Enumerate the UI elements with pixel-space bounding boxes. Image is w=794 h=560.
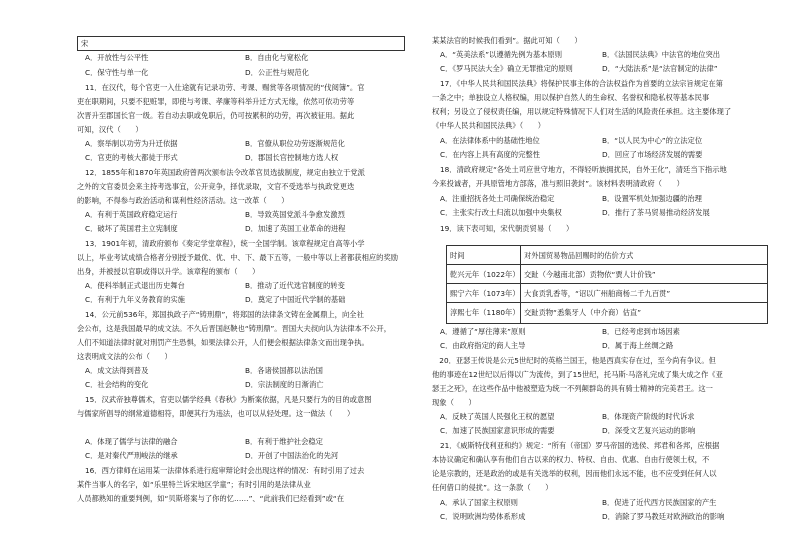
option-c: C．官吏的考核大都徒于形式 — [85, 153, 178, 162]
question-11-line: 次晋升至郡国长官一级。若自动去职或免职后，仍可按累积的功劳，再次被征用。据此 — [77, 111, 355, 120]
question-21-line: 本协议确定和确认享有他们自古以来的权力、特权、自由、优惠、自由行使领土权，不 — [432, 455, 710, 464]
question-17-line: 一条之中；单独设立人格权编，用以保护自然人的生命权、名誉权和隐私权等基本民事 — [432, 93, 710, 102]
question-16-continued: 某某法官的时候我们看到”。据此可知（ ） — [432, 36, 582, 45]
question-16-line: 人员都熟知的重要判例，如“贝斯塔案与了你的忆……”、“此前我们已经看到”或“在 — [77, 494, 344, 503]
question-20-line: 瑟王之死》，在这些作品中他被塑造为统一不列颠群岛的具有骑士精神的完美君王。这一 — [432, 384, 713, 393]
option-b: B．推动了近代选官制度的转变 — [245, 281, 345, 290]
question-13-line: 以上，毕业考试成绩合格者分别授予最优、优、中、下、最下五等，一般中等以上者都获相应的奖励 — [77, 253, 399, 262]
option-c: C．《罗马民法大全》确立无罪推定的原则 — [440, 64, 573, 73]
option-c: C．破坏了英国君主立宪制度 — [85, 224, 178, 233]
option-c: C．由政府指定的商人主导 — [440, 341, 526, 350]
question-18-line: 18．清政府规定“各处土司应世守地方，不得轻听族拥扰民，自外王化”，清廷当下指示地 — [440, 165, 727, 174]
option-c: C．保守性与单一化 — [85, 68, 149, 77]
right-column — [432, 0, 782, 560]
option-a: A．开放性与公平性 — [85, 53, 149, 62]
question-14-line: 这表明成文法的公布（ ） — [77, 352, 172, 361]
question-15-line: 15．汉武帝独尊儒术，官吏以儒学经典《春秋》为断案依据，凡是只要行为的目的或意图 — [85, 395, 372, 404]
top-table-fragment — [77, 36, 405, 51]
option-d: D．回应了市场经济发展的需要 — [602, 150, 703, 159]
question-20-line: 20．亚瑟王传说是公元5世纪时的英格兰国王，他是西真实存在过，至今尚有争议。但 — [432, 356, 716, 365]
table-cell: 熙宁六年（1073年） — [450, 289, 520, 298]
option-c: C．说明欧洲均势体系形成 — [440, 512, 526, 521]
question-19-line: 19．读下表可知，宋代朝贡贸易（ ） — [440, 224, 574, 233]
option-a: A．承认了国家主权原则 — [440, 498, 518, 507]
option-b: B．自由化与宽松化 — [245, 53, 309, 62]
table-divider — [446, 264, 767, 265]
question-14-line: 人们不知道法律时就对刑罚产生恐惧，如果法律公开，人们便会根据法律条文而出现争执。 — [77, 338, 369, 347]
option-a: A．察举制以功劳为升迁依据 — [85, 139, 178, 148]
option-c: C．社会结构的变化 — [85, 380, 149, 389]
option-a: A．使科举制正式退出历史舞台 — [85, 281, 185, 290]
option-a: A．“英美法系”以遵循先例为基本原则 — [440, 50, 563, 59]
option-d: D．属于海上丝绸之路 — [602, 341, 674, 350]
option-d: D．公正性与规范化 — [245, 68, 309, 77]
question-11-line: 吏在职期间，只要不犯赃罪，即使与考课、孝廉等科举升迁方式无缘，依然可依功劳等 — [77, 97, 355, 106]
question-20-line: 现象（ ） — [432, 398, 476, 407]
question-17-line: 权利；另设立了侵权责任编，用以规定特殊情况下人们对生活的风险责任承担。这主要体现了 — [432, 107, 732, 116]
question-13-line: 13．1901年初，清政府颁布《奏定学堂章程》，统一全国学制。该章程规定自高等小学 — [85, 239, 365, 248]
question-12-line: 12．1855年和1870年英国政府曾两次颁布法令改革官员选拔制度，规定由独立于党派 — [85, 168, 365, 177]
option-b: B．设置军机处加强边疆的治理 — [602, 194, 702, 203]
question-21-line: 论是宗教的，还是政治的或是有关选举的权利，因而他们永远不能，也不应受到任何人以 — [432, 469, 717, 478]
option-d: D．宗法制度的日渐消亡 — [245, 380, 324, 389]
question-15-line: 与儒家所倡导的纲常道德相符，即便其行为违法，也可以从轻处理。这一做法（ ） — [77, 409, 355, 418]
option-b: B．体现资产阶级的时代诉求 — [602, 412, 695, 421]
question-18-line: 今来投诚者，开具原管地方部落，准与照旧袭封”。该材料表明清政府（ ） — [432, 179, 684, 188]
table-header-method: 对外国贸易物品回赐时的估价方式 — [524, 251, 634, 260]
table-divider — [446, 302, 767, 303]
option-a: A．体现了儒学与法律的融合 — [85, 437, 178, 446]
question-14-line: 会公布，这是我国最早的成文法。不久后晋国赵鞅也“铸刑鼎”。晋国大夫叔向认为法律本不公开， — [77, 324, 392, 333]
option-b: B．官僚从职位功劳逐渐规范化 — [245, 139, 345, 148]
question-16-line: 某件当事人的名字，如“乐里特兰诉宋地区学童”；有时引用的是法律从业 — [77, 480, 311, 489]
question-12-line: 的影响，不得参与政治活动和谋利性经济活动。这一改革（ ） — [77, 196, 289, 205]
table-cell: 交趾（今越南北部）贡物依“贾人计价钱” — [524, 270, 656, 279]
option-c: C．是对秦代严刑峻法的继承 — [85, 451, 178, 460]
question-16-line: 16．西方律师在运用某一法律体系进行庭审辩论时会出现这样的情况：有时引用了过去 — [85, 466, 365, 475]
option-a: A．遵循了“厚往薄来”原则 — [440, 327, 526, 336]
table-cell: 淳熙七年（1180年） — [450, 308, 520, 317]
option-b: B．《法国民法典》中法官的地位突出 — [602, 50, 721, 59]
table-cell: 乾兴元年（1022年） — [450, 270, 520, 279]
option-a: A．反映了英国人民强化王权的愿望 — [440, 412, 555, 421]
option-d: D．“大陆法系”是“法官制定的法律” — [602, 64, 718, 73]
question-11-line: 11．在汉代，每个官吏一入仕途就有记录功劳、考课、赐赏等各项情况的“伐阅簿”。官 — [85, 83, 365, 92]
question-14-line: 14．公元前536年，郑国执政子产“铸刑鼎”，将郑国的法律条文铸在金属鼎上，向全社 — [85, 310, 364, 319]
option-d: D．奠定了中国近代学制的基础 — [245, 295, 346, 304]
option-c: C．加速了民族国家意识形成的需要 — [440, 426, 555, 435]
table-divider — [520, 245, 521, 323]
option-c: C．主张实行改土归流以加强中央集权 — [440, 208, 562, 217]
option-d: D．加速了英国工业革命的进程 — [245, 224, 346, 233]
option-d: D．开创了中国法治化的先河 — [245, 451, 339, 460]
option-a: A．在法律体系中的基础性地位 — [440, 136, 540, 145]
table-cell: 宋 — [78, 37, 405, 51]
option-b: B．促进了近代西方民族国家的产生 — [602, 498, 717, 507]
question-21-line: 21．《威斯特伐利亚和约》规定：“所有（帝国）罗马帝国的选侯、邦君和各邦，应根据 — [440, 441, 720, 450]
option-d: D．推行了茶马贸易推动经济发展 — [602, 208, 710, 217]
question-20-line: 他的事迹在12世纪以后得以广为流传，到了15世纪，托马斯·马洛礼完成了集大成之作《亚 — [432, 370, 723, 379]
left-column — [77, 0, 427, 560]
table-divider — [446, 283, 767, 284]
table-cell: 大食贡乳香等，“诏以广州舶商杨二千九百贯” — [524, 289, 671, 298]
question-21-line: 任何借口的侵扰”。这一条款（ ） — [432, 483, 553, 492]
option-a: A．有利于英国政府稳定运行 — [85, 210, 178, 219]
option-c: C．有利于九年义务教育的实施 — [85, 295, 185, 304]
option-b: B．已经考虑到市场因素 — [602, 327, 680, 336]
option-b: B．各诸侯国都以法治国 — [245, 366, 323, 375]
option-b: B．“以人民为中心”的立法定位 — [602, 136, 703, 145]
question-17-line: 17．《中华人民共和国民法典》将保护民事主体的合法权益作为首要的立法宗旨规定在第 — [440, 79, 723, 88]
option-b: B．导致英国党派斗争愈发激烈 — [245, 210, 345, 219]
option-b: B．有利于维护社会稳定 — [245, 437, 323, 446]
question-12-line: 之外的文官委员会来主持考选事宜，公开竞争，择优录取，文官不受选举与执政党更迭 — [77, 182, 355, 191]
option-a: A．成文法得到普及 — [85, 366, 149, 375]
option-c: C．在内容上具有高度的完整性 — [440, 150, 540, 159]
option-d: D．深受文艺复兴运动的影响 — [602, 426, 696, 435]
table-cell: 交趾贡物“悉集牙人（中介商）估直” — [524, 308, 642, 317]
option-a: A．注重招抚各处土司确保统治稳定 — [440, 194, 555, 203]
option-d: D．郡国长官控制地方选人权 — [245, 153, 339, 162]
table-header-time: 时间 — [450, 251, 465, 260]
question-13-line: 出身，并被授以官职或得以升学。该章程的颁布（ ） — [77, 267, 260, 276]
option-d: D．消除了罗马教廷对欧洲政治的影响 — [602, 512, 725, 521]
question-17-line: 《中华人民共和国民法典》（ ） — [432, 121, 546, 130]
question-11-line: 可知，汉代（ ） — [77, 125, 143, 134]
